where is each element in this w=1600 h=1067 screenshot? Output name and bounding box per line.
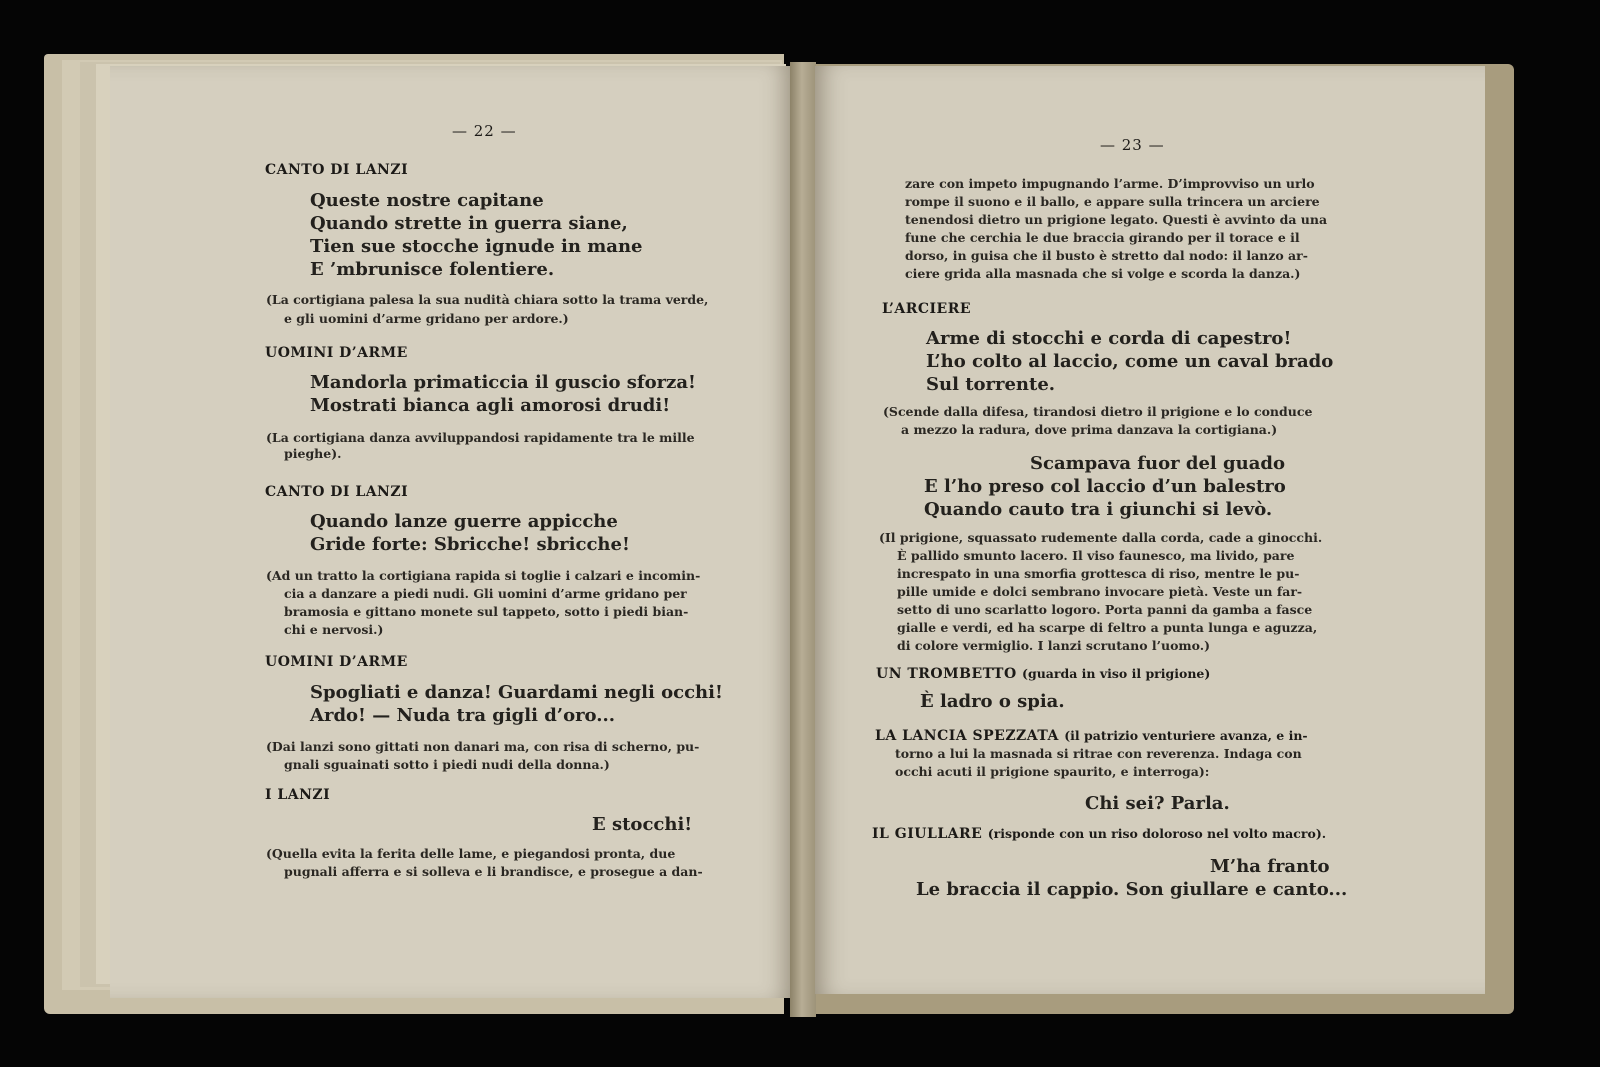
left-page: [110, 66, 792, 998]
stage-direction: (Scende dalla difesa, tirandosi dietro il prigione e lo conduce: [883, 404, 1313, 419]
speaker-heading: CANTO DI LANZI: [265, 484, 409, 500]
speaker-heading: [875, 728, 1308, 744]
stage-direction-inline: (risponde con un riso doloroso nel volto macro).: [987, 826, 1327, 841]
verse-line: Spogliati e danza! Guardami negli occhi!: [310, 682, 723, 703]
verse-line: Quando lanze guerre appicche: [310, 511, 618, 532]
stage-direction: e gli uomini d’arme gridano per ardore.): [284, 311, 569, 326]
stage-direction: (La cortigiana palesa la sua nudità chiara sotto la trama verde,: [266, 292, 709, 307]
verse-line: Quando cauto tra i giunchi si levò.: [924, 499, 1273, 520]
verse-line: E l’ho preso col laccio d’un balestro: [924, 476, 1286, 497]
stage-direction: di colore vermiglio. I lanzi scrutano l’uomo.): [897, 638, 1211, 653]
verse-line: Queste nostre capitane: [310, 190, 544, 211]
stage-direction: zare con impeto impugnando l’arme. D’improvviso un urlo: [905, 176, 1315, 191]
speaker-name: UN TROMBETTO: [876, 666, 1017, 682]
speaker-heading: UOMINI D’ARME: [265, 345, 408, 361]
stage-direction: gnali sguainati sotto i piedi nudi della donna.): [284, 757, 610, 772]
verse-line: E stocchi!: [592, 814, 693, 835]
stage-direction: chi e nervosi.): [284, 622, 384, 637]
stage-direction: setto di uno scarlatto logoro. Porta panni da gamba a fasce: [897, 602, 1313, 617]
stage-direction: rompe il suono e il ballo, e appare sulla trincera un arciere: [905, 194, 1320, 209]
speaker-heading: [876, 666, 1210, 682]
stage-direction: increspato in una smorfia grottesca di riso, mentre le pu-: [897, 566, 1300, 581]
speaker-heading: [872, 826, 1326, 842]
verse-line: Gride forte: Sbricche! sbricche!: [310, 534, 630, 555]
stage-direction: (Ad un tratto la cortigiana rapida si toglie i calzari e incomin-: [266, 568, 701, 583]
stage-direction: torno a lui la masnada si ritrae con reverenza. Indaga con: [895, 746, 1302, 761]
stage-direction: pille umide e dolci sembrano invocare pietà. Veste un far-: [897, 584, 1303, 599]
right-page: [815, 66, 1485, 994]
verse-line: L’ho colto al laccio, come un caval brado: [926, 351, 1334, 372]
verse-line: E ’mbrunisce folentiere.: [310, 259, 555, 280]
stage-direction: cia a danzare a piedi nudi. Gli uomini d’arme gridano per: [284, 586, 687, 601]
verse-line: Mandorla primaticcia il guscio sforza!: [310, 372, 696, 393]
page-number: — 22 —: [452, 122, 517, 140]
stage-direction: fune che cerchia le due braccia girando per il torace e il: [905, 230, 1300, 245]
stage-direction: (Quella evita la ferita delle lame, e piegandosi pronta, due: [266, 846, 676, 861]
verse-line: Chi sei? Parla.: [1085, 793, 1230, 814]
verse-line: Sul torrente.: [926, 374, 1056, 395]
speaker-name: IL GIULLARE: [872, 826, 983, 842]
verse-line: M’ha franto: [1210, 856, 1330, 877]
verse-line: Quando strette in guerra siane,: [310, 213, 628, 234]
speaker-heading: L’ARCIERE: [882, 301, 972, 317]
verse-line: Mostrati bianca agli amorosi drudi!: [310, 395, 671, 416]
stage-direction: È pallido smunto lacero. Il viso faunesco, ma livido, pare: [897, 548, 1295, 563]
stage-direction: (Il prigione, squassato rudemente dalla corda, cade a ginocchi.: [879, 530, 1323, 545]
speaker-heading: CANTO DI LANZI: [265, 162, 409, 178]
speaker-name: LA LANCIA SPEZZATA: [875, 728, 1059, 744]
stage-direction: a mezzo la radura, dove prima danzava la cortigiana.): [901, 422, 1278, 437]
stage-direction: pieghe).: [284, 446, 342, 461]
page-number: — 23 —: [1100, 136, 1165, 154]
stage-direction: bramosia e gittano monete sul tappeto, sotto i piedi bian-: [284, 604, 689, 619]
stage-direction: ciere grida alla masnada che si volge e scorda la danza.): [905, 266, 1301, 281]
stage-direction: tenendosi dietro un prigione legato. Questi è avvinto da una: [905, 212, 1328, 227]
verse-line: Scampava fuor del guado: [1030, 453, 1285, 474]
stage-direction: dorso, in guisa che il busto è stretto dal nodo: il lanzo ar-: [905, 248, 1308, 263]
stage-direction: occhi acuti il prigione spaurito, e interroga):: [895, 764, 1210, 779]
book-gutter: [790, 62, 816, 1017]
speaker-heading: I LANZI: [265, 787, 331, 803]
verse-line: Le braccia il cappio. Son giullare e canto...: [916, 879, 1348, 900]
verse-line: Ardo! — Nuda tra gigli d’oro...: [310, 705, 616, 726]
stage-direction: (Dai lanzi sono gittati non danari ma, con risa di scherno, pu-: [266, 739, 700, 754]
speaker-heading: UOMINI D’ARME: [265, 654, 408, 670]
stage-direction: pugnali afferra e si solleva e li brandisce, e prosegue a dan-: [284, 864, 703, 879]
stage-direction-inline: (il patrizio venturiere avanza, e in-: [1064, 728, 1308, 743]
verse-line: Tien sue stocche ignude in mane: [310, 236, 643, 257]
stage-direction-inline: (guarda in viso il prigione): [1022, 666, 1211, 681]
verse-line: È ladro o spia.: [920, 691, 1065, 712]
stage-direction: (La cortigiana danza avviluppandosi rapidamente tra le mille: [266, 430, 695, 445]
verse-line: Arme di stocchi e corda di capestro!: [926, 328, 1292, 349]
stage-direction: gialle e verdi, ed ha scarpe di feltro a punta lunga e aguzza,: [897, 620, 1318, 635]
